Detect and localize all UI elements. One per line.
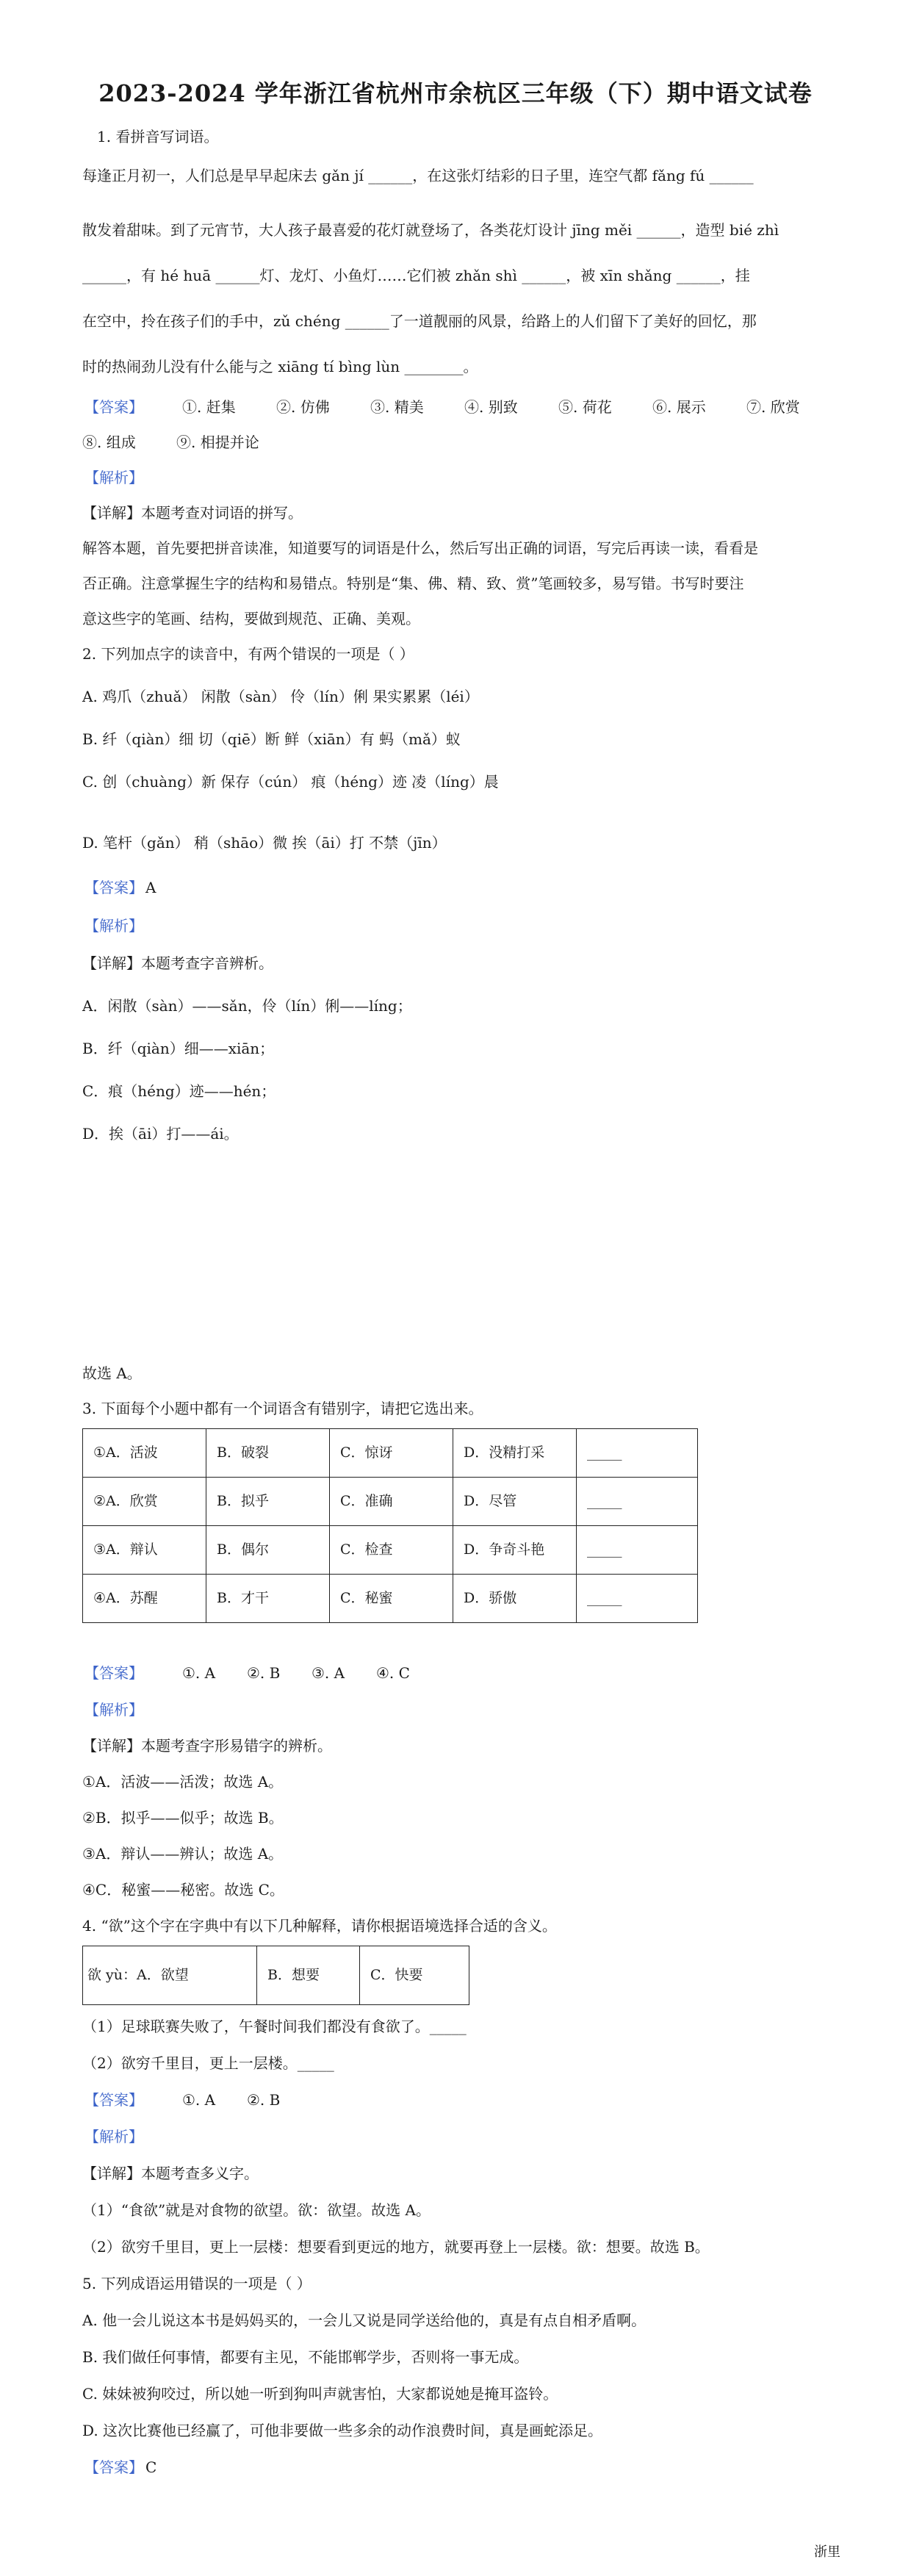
q1-answer-6: ⑥. 展示 [652, 398, 706, 416]
q1-analysis-label: 【解析】 [84, 469, 143, 486]
q3-blank[interactable]: _____ [577, 1526, 698, 1575]
q4-cell: B．想要 [257, 1946, 360, 2005]
q4-answer-1: ①. A [182, 2091, 216, 2109]
q1-answer-2: ②. 仿佛 [276, 398, 330, 416]
q2-explain-c: C．痕（héng）迹——hén； [82, 1082, 276, 1100]
q3-blank[interactable]: _____ [577, 1478, 698, 1526]
q2-option-d: D. 笔杆（gǎn） 稍（shāo）微 挨（āi）打 不禁（jīn） [82, 834, 447, 852]
q4-answer-2: ②. B [247, 2091, 281, 2109]
q1-answer-3: ③. 精美 [370, 398, 424, 416]
q3-cell: ①A．活波 [83, 1429, 206, 1478]
q2-answer: A [145, 879, 156, 896]
q1-answer-1: ①. 赶集 [182, 398, 236, 416]
q1-answer-5: ⑤. 荷花 [558, 398, 612, 416]
q2-explain-a: A．闲散（sàn）——sǎn，伶（lín）俐——líng； [82, 997, 412, 1015]
q2-explain-d: D．挨（āi）打——ái。 [82, 1125, 239, 1143]
q3-cell: C．检查 [330, 1526, 453, 1575]
q1-answer-9: ⑨. 相提并论 [176, 433, 259, 451]
q5-option-a: A. 他一会儿说这本书是妈妈买的，一会儿又说是同学送给他的，真是有点自相矛盾啊。 [82, 2311, 647, 2329]
q4-answer-label: 【答案】 [84, 2091, 143, 2109]
q4-cell: C．快要 [360, 1946, 469, 2005]
q5-answer-label: 【答案】 [84, 2458, 143, 2476]
q4-explain-1: （1）“食欲”就是对食物的欲望。欲：欲望。故选 A。 [82, 2201, 431, 2219]
q3-explain-4: ④C．秘蜜——秘密。故选 C。 [82, 1881, 284, 1899]
q1-explain-3: 意这些字的笔画、结构，要做到规范、正确、美观。 [82, 610, 420, 627]
q2-option-a: A. 鸡爪（zhuǎ） 闲散（sàn） 伶（lín）俐 果实累累（léi） [82, 688, 479, 705]
q5-stem: 5. 下列成语运用错误的一项是（ ） [82, 2275, 312, 2292]
q1-line-2: 散发着甜味。到了元宵节，大人孩子最喜爱的花灯就登场了，各类花灯设计 jīng měi ______，造型 bié zhì [82, 221, 779, 239]
q3-cell: D．争奇斗艳 [453, 1526, 577, 1575]
q5-option-b: B. 我们做任何事情，都要有主见，不能邯郸学步，否则将一事无成。 [82, 2348, 529, 2366]
q2-answer-label: 【答案】 [84, 879, 143, 896]
q3-blank[interactable]: _____ [577, 1429, 698, 1478]
q2-analysis-label: 【解析】 [84, 917, 143, 935]
q3-answer-1: ①. A [182, 1664, 216, 1682]
q3-explain-1: ①A．活波——活泼；故选 A。 [82, 1773, 284, 1791]
q3-cell: ④A．苏醒 [83, 1575, 206, 1623]
q1-line-5: 时的热闹劲儿没有什么能与之 xiāng tí bìng lùn ________。 [82, 358, 478, 375]
q5-answer: C [145, 2458, 157, 2476]
q3-cell: C．惊讶 [330, 1429, 453, 1478]
q3-cell: B．拟乎 [206, 1478, 330, 1526]
q3-cell: B．破裂 [206, 1429, 330, 1478]
q1-answer-8: ⑧. 组成 [82, 433, 136, 451]
q5-option-d: D. 这次比赛他已经赢了，可他非要做一些多余的动作浪费时间，真是画蛇添足。 [82, 2422, 603, 2439]
q2-explain-b: B．纤（qiàn）细——xiān； [82, 1040, 275, 1057]
q4-detail: 【详解】本题考查多义字。 [82, 2165, 259, 2182]
q1-answer-7: ⑦. 欣赏 [746, 398, 800, 416]
q1-detail: 【详解】本题考查对词语的拼写。 [82, 504, 303, 522]
q5-option-c: C. 妹妹被狗咬过，所以她一听到狗叫声就害怕，大家都说她是掩耳盗铃。 [82, 2385, 558, 2403]
q2-option-c: C. 创（chuàng）新 保存（cún） 痕（héng）迹 凌（líng）晨 [82, 773, 499, 791]
q3-detail: 【详解】本题考查字形易错字的辨析。 [82, 1737, 332, 1755]
q3-cell: D．没精打采 [453, 1429, 577, 1478]
q1-explain-1: 解答本题，首先要把拼音读准，知道要写的词语是什么，然后写出正确的词语，写完后再读一读，看看是 [82, 539, 758, 557]
q2-option-b: B. 纤（qiàn）细 切（qiē）断 鲜（xiān）有 蚂（mǎ）蚁 [82, 730, 461, 748]
q4-stem: 4. “欲”这个字在字典中有以下几种解释，请你根据语境选择合适的含义。 [82, 1917, 557, 1935]
q3-cell: ③A．辩认 [83, 1526, 206, 1575]
q1-line-4: 在空中，拎在孩子们的手中，zǔ chéng ______了一道靓丽的风景，给路上的人们留下了美好的回忆，那 [82, 312, 757, 330]
q4-analysis-label: 【解析】 [84, 2128, 143, 2145]
q1-answer-4: ④. 别致 [464, 398, 518, 416]
q3-cell: ②A．欣赏 [83, 1478, 206, 1526]
q4-item-1: （1）足球联赛失败了，午餐时间我们都没有食欲了。_____ [82, 2018, 467, 2035]
q2-stem: 2. 下列加点字的读音中，有两个错误的一项是（ ） [82, 645, 414, 663]
page-title: 2023-2024 学年浙江省杭州市余杭区三年级（下）期中语文试卷 [98, 79, 813, 107]
q2-conclusion: 故选 A。 [82, 1364, 142, 1382]
q4-cell: 欲 yù：A．欲望 [83, 1946, 257, 2005]
q3-row [83, 1478, 698, 1526]
q4-item-2: （2）欲穷千里目，更上一层楼。_____ [82, 2054, 334, 2072]
q1-explain-2: 否正确。注意掌握生字的结构和易错点。特别是“集、佛、精、致、赏”笔画较多，易写错。书写时要注 [82, 575, 744, 592]
q4-row [83, 1946, 469, 2005]
q3-cell: D．尽管 [453, 1478, 577, 1526]
q3-cell: C．准确 [330, 1478, 453, 1526]
q2-detail: 【详解】本题考查字音辨析。 [82, 954, 273, 972]
q3-analysis-label: 【解析】 [84, 1701, 143, 1719]
q3-answer-label: 【答案】 [84, 1664, 143, 1682]
q1-line-3: ______，有 hé huā ______灯、龙灯、小鱼灯……它们被 zhǎn shì ______，被 xīn shǎng ______，挂 [82, 267, 750, 284]
q3-answer-3: ③. A [312, 1664, 345, 1682]
q3-answer-4: ④. C [376, 1664, 410, 1682]
q3-cell: B．才干 [206, 1575, 330, 1623]
q3-stem: 3. 下面每个小题中都有一个词语含有错别字，请把它选出来。 [82, 1400, 483, 1417]
q3-cell: B．偶尔 [206, 1526, 330, 1575]
q3-answer-2: ②. B [247, 1664, 281, 1682]
q3-explain-2: ②B．拟乎——似乎；故选 B。 [82, 1809, 284, 1827]
q4-table [82, 1946, 469, 2005]
q3-cell: C．秘蜜 [330, 1575, 453, 1623]
q3-row [83, 1429, 698, 1478]
q1-line-1: 每逢正月初一，人们总是早早起床去 gǎn jí ______，在这张灯结彩的日子里，连空气都 fǎng fú ______ [82, 167, 754, 184]
q4-explain-2: （2）欲穷千里目，更上一层楼：想要看到更远的地方，就要再登上一层楼。欲：想要。故选 B。 [82, 2238, 710, 2256]
q3-cell: D．骄傲 [453, 1575, 577, 1623]
q3-blank[interactable]: _____ [577, 1575, 698, 1623]
q1-stem: 1. 看拼音写词语。 [97, 128, 219, 145]
q3-row [83, 1526, 698, 1575]
q3-explain-3: ③A．辩认——辨认；故选 A。 [82, 1845, 284, 1863]
q1-answer-label: 【答案】 [84, 398, 143, 416]
page-footer: 浙里 [814, 2544, 840, 2560]
q3-row [83, 1575, 698, 1623]
q3-table [82, 1428, 698, 1623]
